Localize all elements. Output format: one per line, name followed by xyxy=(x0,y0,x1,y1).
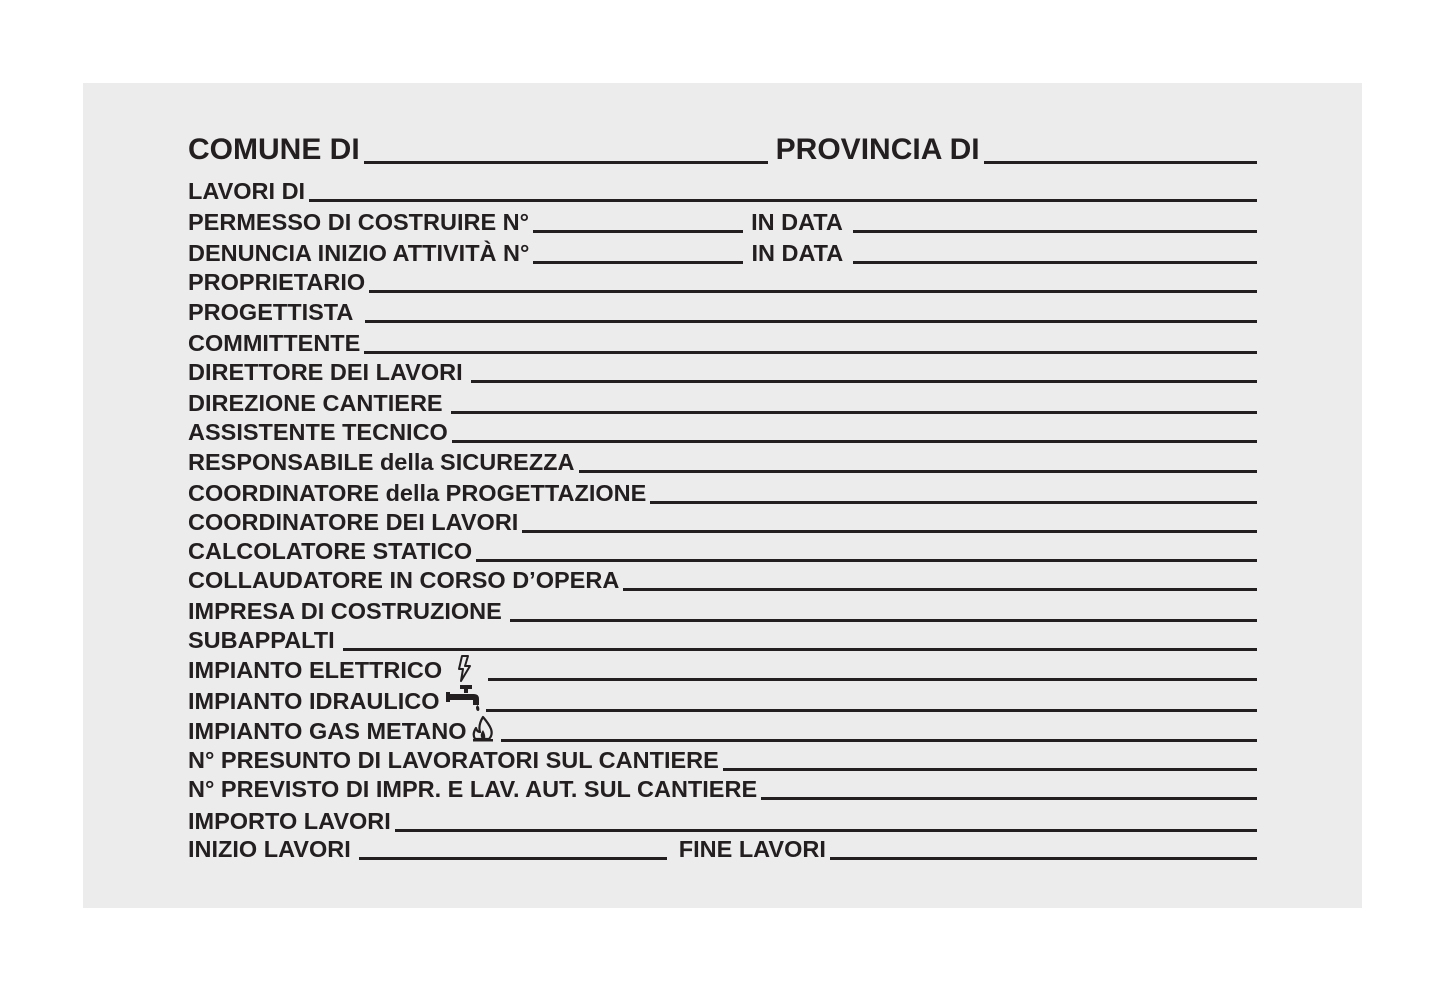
assistente-label: ASSISTENTE TECNICO xyxy=(188,418,448,445)
direttore-row xyxy=(188,354,1257,384)
progettista-field[interactable] xyxy=(365,320,1257,323)
presunto-label: N° PRESUNTO DI LAVORATORI SUL CANTIERE xyxy=(188,746,719,773)
header-row xyxy=(188,133,1257,165)
elettrico-row xyxy=(188,652,1257,682)
construction-site-sign xyxy=(83,83,1362,908)
proprietario-label: PROPRIETARIO xyxy=(188,268,366,295)
lavori-di-row xyxy=(188,173,1257,203)
previsto-field[interactable] xyxy=(761,797,1257,800)
subappalti-row xyxy=(188,622,1257,652)
assistente-field[interactable] xyxy=(452,440,1257,443)
proprietario-field[interactable] xyxy=(369,290,1257,293)
lightning-icon xyxy=(448,654,484,682)
denuncia-label: DENUNCIA INIZIO ATTIVITÀ N° xyxy=(188,239,530,266)
coord-progettazione-row xyxy=(188,475,1257,505)
comune-label: COMUNE DI xyxy=(188,133,360,166)
direttore-label: DIRETTORE DEI LAVORI xyxy=(188,358,463,385)
calcolatore-label: CALCOLATORE STATICO xyxy=(188,537,473,564)
committente-label: COMMITTENTE xyxy=(188,329,361,356)
collaudatore-row xyxy=(188,562,1257,592)
idraulico-label: IMPIANTO IDRAULICO xyxy=(188,687,440,714)
coord-progettazione-label: COORDINATORE della PROGETTAZIONE xyxy=(188,479,647,506)
collaudatore-field[interactable] xyxy=(623,588,1257,591)
previsto-label: N° PREVISTO DI IMPR. E LAV. AUT. SUL CANTIERE xyxy=(188,775,758,802)
progettista-label: PROGETTISTA xyxy=(188,298,354,325)
coord-lavori-label: COORDINATORE DEI LAVORI xyxy=(188,508,519,535)
calcolatore-row xyxy=(188,533,1257,563)
flame-icon xyxy=(471,715,497,743)
importo-label: IMPORTO LAVORI xyxy=(188,807,391,834)
idraulico-row xyxy=(188,683,1257,713)
inizio-lavori-field[interactable] xyxy=(359,857,667,860)
impresa-row xyxy=(188,593,1257,623)
inizio-lavori-label: INIZIO LAVORI xyxy=(188,835,351,862)
assistente-row xyxy=(188,414,1257,444)
idraulico-field[interactable] xyxy=(486,709,1257,712)
impresa-label: IMPRESA DI COSTRUZIONE xyxy=(188,597,502,624)
provincia-label: PROVINCIA DI xyxy=(775,133,980,166)
responsabile-row xyxy=(188,444,1257,474)
collaudatore-label: COLLAUDATORE IN CORSO D’OPERA xyxy=(188,566,620,593)
direttore-field[interactable] xyxy=(471,380,1257,383)
permesso-label: PERMESSO DI COSTRUIRE N° xyxy=(188,208,530,235)
permesso-field[interactable] xyxy=(533,230,743,233)
gas-label: IMPIANTO GAS METANO xyxy=(188,717,467,744)
fine-lavori-label: FINE LAVORI xyxy=(678,835,826,862)
provincia-field[interactable] xyxy=(984,161,1257,164)
denuncia-row xyxy=(188,235,1257,265)
presunto-row xyxy=(188,742,1257,772)
elettrico-field[interactable] xyxy=(488,678,1257,681)
responsabile-label: RESPONSABILE della SICUREZZA xyxy=(188,448,575,475)
subappalti-label: SUBAPPALTI xyxy=(188,626,335,653)
lavori-di-field[interactable] xyxy=(309,199,1257,202)
committente-row xyxy=(188,325,1257,355)
coord-lavori-row xyxy=(188,504,1257,534)
date-row xyxy=(188,831,1257,861)
progettista-row xyxy=(188,294,1257,324)
in-data-label-1: IN DATA xyxy=(751,208,843,235)
direzione-row xyxy=(188,385,1257,415)
comune-field[interactable] xyxy=(364,161,768,164)
elettrico-label: IMPIANTO ELETTRICO xyxy=(188,656,443,683)
subappalti-field[interactable] xyxy=(343,648,1257,651)
direzione-label: DIREZIONE CANTIERE xyxy=(188,389,443,416)
responsabile-field[interactable] xyxy=(579,470,1258,473)
permesso-row xyxy=(188,204,1257,234)
in-data-label-2: IN DATA xyxy=(751,239,844,266)
proprietario-row xyxy=(188,264,1257,294)
importo-row xyxy=(188,803,1257,833)
gas-row xyxy=(188,713,1257,743)
in-data-field-1[interactable] xyxy=(853,230,1257,233)
previsto-row xyxy=(188,771,1257,801)
fine-lavori-field[interactable] xyxy=(830,857,1257,860)
lavori-di-label: LAVORI DI xyxy=(188,177,306,204)
faucet-icon xyxy=(446,685,482,713)
